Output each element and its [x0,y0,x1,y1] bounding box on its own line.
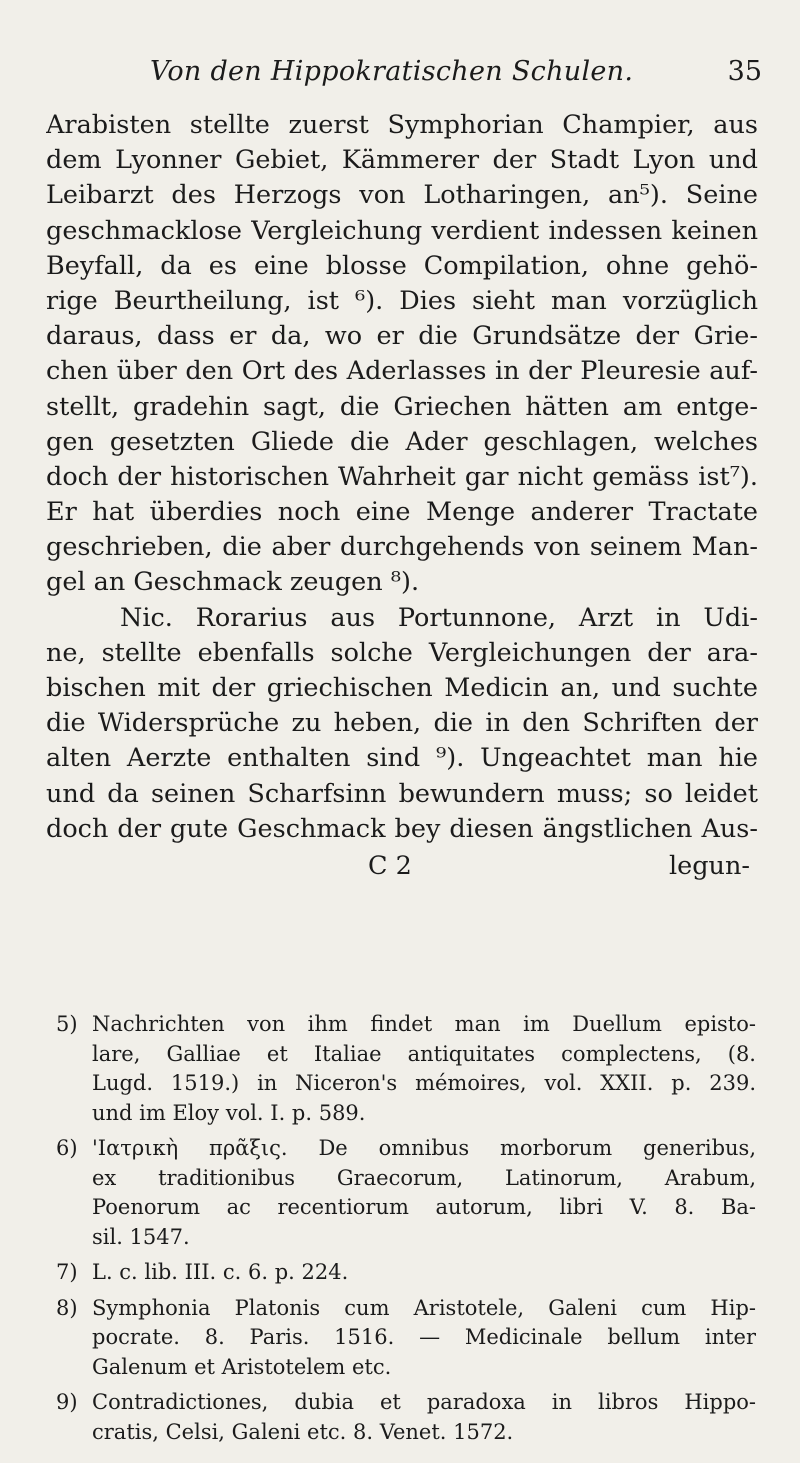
footnote-line: Contradictiones, dubia et paradoxa in libros Hippo- [92,1390,756,1414]
footnote-7 [56,1258,756,1288]
footnote-line: L. c. lib. III. c. 6. p. 224. [92,1260,349,1284]
text-line: doch der gute Geschmack bey diesen ängstlichen Aus- [46,813,758,844]
footnote-line: sil. 1547. [92,1224,190,1249]
text-line: Er hat überdies noch eine Menge anderer Tractate [46,497,758,528]
catchword: legun- [668,850,750,881]
footnote-mark: 5) [56,1012,78,1036]
footnote-6 [56,1134,756,1252]
footnote-line: Lugd. 1519.) in Niceron's mémoires, vol. XXII. p. 239. [92,1071,756,1095]
footnote-5 [56,1010,756,1128]
footnotes [56,1010,756,1449]
text-line: geschrieben, die aber durchgehends von seinem Man- [46,532,758,563]
footnote-line: 'Ιατρικὴ πρᾶξις. De omnibus morborum generibus, [92,1136,756,1160]
footnote-line: Galenum et Aristotelem etc. [92,1354,392,1379]
footnote-line: Symphonia Platonis cum Aristotele, Galeni cum Hip- [92,1295,756,1320]
text-line: Arabisten stellte zuerst Symphorian Champier, aus [46,110,758,140]
footnote-9 [56,1388,756,1447]
footnote-line: lare, Galliae et Italiae antiquitates complectens, (8. [92,1041,756,1066]
text-line: Beyfall, da es eine blosse Compilation, ohne gehö- [46,250,758,281]
footnote-mark: 7) [56,1260,78,1284]
page-number: 35 [727,56,762,87]
running-title: Von den Hippokratischen Schulen. [150,56,634,87]
footnote-line: cratis, Celsi, Galeni etc. 8. Venet. 1572. [92,1419,514,1444]
footnote-line: und im Eloy vol. I. p. 589. [92,1100,366,1125]
page-header [150,48,770,98]
text-line: dem Lyonner Gebiet, Kämmerer der Stadt Lyon und [46,145,758,176]
footnote-8 [56,1294,756,1383]
printer-signature: C 2 [368,850,412,881]
paragraph-start-line: Nic. Rorarius aus Portunnone, Arzt in Udi- [120,602,758,633]
signature-line [46,849,758,887]
footnote-mark: 6) [56,1136,78,1160]
text-line: gen gesetzten Gliede die Ader geschlagen, welches [46,426,758,457]
text-line: Leibarzt des Herzogs von Lotharingen, an⁵). Seine [46,180,758,211]
footnote-line: Nachrichten von ihm findet man im Duellum episto- [92,1012,756,1036]
text-line: stellt, gradehin sagt, die Griechen hätten am entge- [46,391,758,422]
text-line: geschmacklose Vergleichung verdient indessen keinen [46,215,758,246]
footnote-mark: 8) [56,1295,78,1320]
footnote-line: ex traditionibus Graecorum, Latinorum, Arabum, [92,1165,756,1190]
text-line: ne, stellte ebenfalls solche Vergleichungen der ara- [46,637,758,668]
text-line: und da seinen Scharfsinn bewundern muss; so leidet [46,778,758,809]
text-line: doch der historischen Wahrheit gar nicht gemäss ist⁷). [46,461,758,492]
body-text [46,108,758,887]
footnote-line: Poenorum ac recentiorum autorum, libri V. 8. Ba- [92,1195,756,1219]
footnote-mark: 9) [56,1390,78,1414]
text-line: rige Beurtheilung, ist ⁶). Dies sieht man vorzüglich [46,285,758,316]
text-line: chen über den Ort des Aderlasses in der Pleuresie auf- [46,356,758,387]
text-line: gel an Geschmack zeugen ⁸). [46,567,420,598]
footnote-line: pocrate. 8. Paris. 1516. — Medicinale bellum inter [92,1325,756,1349]
text-line: alten Aerzte enthalten sind ⁹). Ungeachtet man hie [46,743,758,774]
text-line: die Widersprüche zu heben, die in den Schriften der [46,708,758,739]
text-line: daraus, dass er da, wo er die Grundsätze der Grie- [46,321,758,352]
text-line: bischen mit der griechischen Medicin an, und suchte [46,673,758,703]
